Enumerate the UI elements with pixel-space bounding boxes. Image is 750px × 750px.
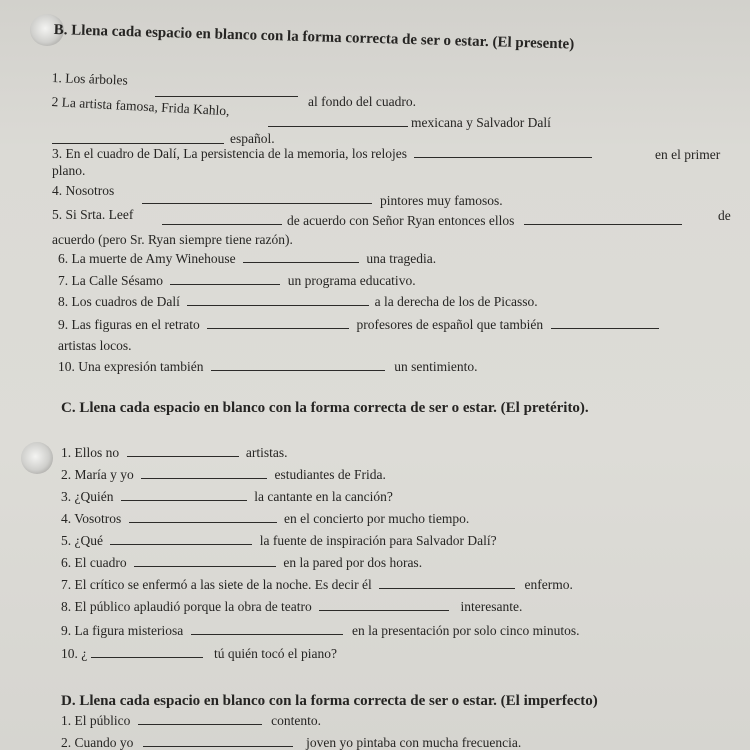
- answer-blank[interactable]: [155, 86, 298, 97]
- section-b-item-5-end: [52, 232, 293, 248]
- answer-blank[interactable]: [170, 274, 280, 285]
- section-b-item-5-de: [718, 208, 731, 224]
- section-b-item-5-blank: [162, 213, 282, 229]
- item-text: artistas.: [245, 445, 288, 460]
- item-text: 1. Ellos no: [61, 445, 120, 460]
- answer-blank[interactable]: [191, 624, 343, 635]
- item-text: al fondo del cuadro.: [308, 94, 416, 109]
- section-b-item-3-end: [52, 163, 85, 179]
- answer-blank[interactable]: [414, 147, 592, 158]
- section-b-heading: B. Llena cada espacio en blanco con la forma correcta de ser o estar. (El presente): [53, 22, 575, 53]
- item-text: contento.: [271, 713, 321, 728]
- section-d-item-1: [61, 713, 321, 729]
- section-b-item-1: [51, 70, 128, 89]
- section-c-item-3: [61, 489, 393, 505]
- answer-blank[interactable]: [162, 214, 282, 225]
- section-d-item-2: [61, 735, 521, 750]
- item-text: 4. Vosotros: [61, 511, 122, 526]
- section-b-item-8: [58, 294, 538, 310]
- section-b-item-4-blank: [142, 192, 372, 208]
- section-b-item-2-rest: [411, 115, 551, 131]
- answer-blank[interactable]: [121, 490, 247, 501]
- section-b-item-7: [58, 273, 416, 289]
- section-b-item-3: [52, 146, 592, 162]
- item-text: de: [718, 208, 731, 223]
- section-c-item-10: [61, 646, 337, 662]
- item-text: en la presentación por solo cinco minutos.: [351, 623, 580, 638]
- section-b-item-4-rest: [380, 193, 503, 209]
- item-text: 6. La muerte de Amy Winehouse: [58, 251, 236, 266]
- section-b-item-2-end: [230, 131, 275, 147]
- item-text: profesores de español que también: [356, 317, 544, 332]
- item-text: 7. El crítico se enfermó a las siete de la noche. Es decir él: [61, 577, 372, 592]
- answer-blank[interactable]: [551, 318, 659, 329]
- item-text: 4. Nosotros: [52, 183, 115, 198]
- item-text: tú quién tocó el piano?: [214, 646, 337, 661]
- item-text: 5. ¿Qué: [61, 533, 103, 548]
- answer-blank[interactable]: [319, 600, 449, 611]
- item-text: joven yo pintaba con mucha frecuencia.: [306, 735, 522, 750]
- answer-blank[interactable]: [243, 252, 359, 263]
- item-text: en la pared por dos horas.: [283, 555, 423, 570]
- answer-blank[interactable]: [141, 468, 267, 479]
- section-b-item-3-rest: [655, 147, 720, 163]
- item-text: 8. Los cuadros de Dalí: [58, 294, 180, 309]
- section-b-item-9: [58, 317, 659, 333]
- item-text: la cantante en la canción?: [254, 489, 393, 504]
- section-b-item-2-blank: [268, 115, 408, 131]
- answer-blank[interactable]: [187, 295, 369, 306]
- item-text: en el primer: [655, 147, 721, 162]
- section-b-item-6: [58, 251, 436, 267]
- section-b-item-9-end: [58, 338, 132, 354]
- section-c-item-5: [61, 533, 497, 549]
- item-text: 9. Las figuras en el retrato: [58, 317, 200, 332]
- answer-blank[interactable]: [207, 318, 349, 329]
- answer-blank[interactable]: [134, 556, 276, 567]
- answer-blank[interactable]: [268, 116, 408, 127]
- answer-blank[interactable]: [379, 578, 515, 589]
- section-c-item-7: [61, 577, 573, 593]
- item-text: a la derecha de los de Picasso.: [374, 294, 538, 309]
- answer-blank[interactable]: [91, 647, 203, 658]
- item-text: 8. El público aplaudió porque la obra de teatro: [61, 599, 312, 614]
- item-text: 3. En el cuadro de Dalí, La persistencia de la memoria, los relojes: [52, 146, 407, 161]
- section-b-item-10: [58, 359, 477, 375]
- item-text: mexicana y Salvador Dalí: [411, 115, 551, 130]
- section-c-item-1: [61, 445, 288, 461]
- answer-blank[interactable]: [52, 133, 224, 144]
- answer-blank[interactable]: [142, 193, 372, 204]
- answer-blank[interactable]: [110, 534, 252, 545]
- answer-blank[interactable]: [138, 714, 262, 725]
- item-text: 7. La Calle Sésamo: [58, 273, 163, 288]
- item-text: 2. Cuando yo: [61, 735, 134, 750]
- item-text: la fuente de inspiración para Salvador Dalí?: [259, 533, 497, 548]
- answer-blank[interactable]: [524, 214, 682, 225]
- item-text: un programa educativo.: [287, 273, 416, 288]
- item-text: un sentimiento.: [394, 359, 478, 374]
- answer-blank[interactable]: [143, 736, 293, 747]
- item-text: acuerdo (pero Sr. Ryan siempre tiene razón).: [52, 232, 293, 247]
- item-text: 10. Una expresión también: [58, 359, 204, 374]
- item-text: 5. Si Srta. Leef: [52, 207, 134, 222]
- answer-blank[interactable]: [211, 360, 385, 371]
- section-b-item-1-rest: [308, 94, 416, 110]
- section-b-item-5: [52, 207, 133, 223]
- binder-hole: [21, 442, 53, 474]
- item-text: pintores muy famosos.: [380, 193, 503, 208]
- item-text: 10. ¿: [61, 646, 88, 661]
- item-text: estudiantes de Frida.: [274, 467, 386, 482]
- section-d-heading: D. Llena cada espacio en blanco con la forma correcta de ser o estar. (El imperfecto): [61, 693, 598, 709]
- section-c-item-8: [61, 599, 522, 615]
- item-text: 2 La artista famosa, Frida Kahlo,: [51, 94, 230, 119]
- section-c-heading: C. Llena cada espacio en blanco con la forma correcta de ser o estar. (El pretérito).: [61, 400, 589, 416]
- item-text: enfermo.: [524, 577, 573, 592]
- item-text: 1. El público: [61, 713, 131, 728]
- section-b-item-4: [52, 183, 114, 199]
- item-text: 3. ¿Quién: [61, 489, 114, 504]
- item-text: 2. María y yo: [61, 467, 134, 482]
- section-c-item-6: [61, 555, 422, 571]
- item-text: plano.: [52, 163, 86, 178]
- item-text: 9. La figura misteriosa: [61, 623, 184, 638]
- section-c-item-4: [61, 511, 469, 527]
- item-text: español.: [230, 131, 275, 146]
- section-b-item-1-blank: [155, 85, 298, 101]
- section-c-item-9: [61, 623, 580, 639]
- item-text: en el concierto por mucho tiempo.: [284, 511, 470, 526]
- answer-blank[interactable]: [127, 446, 239, 457]
- item-text: de acuerdo con Señor Ryan entonces ellos: [287, 213, 515, 228]
- item-text: 1. Los árboles: [51, 70, 129, 88]
- answer-blank[interactable]: [129, 512, 277, 523]
- section-c-item-2: [61, 467, 386, 483]
- section-b-item-5-rest: [287, 213, 682, 229]
- item-text: una tragedia.: [366, 251, 437, 266]
- item-text: artistas locos.: [58, 338, 132, 353]
- item-text: interesante.: [460, 599, 523, 614]
- item-text: 6. El cuadro: [61, 555, 127, 570]
